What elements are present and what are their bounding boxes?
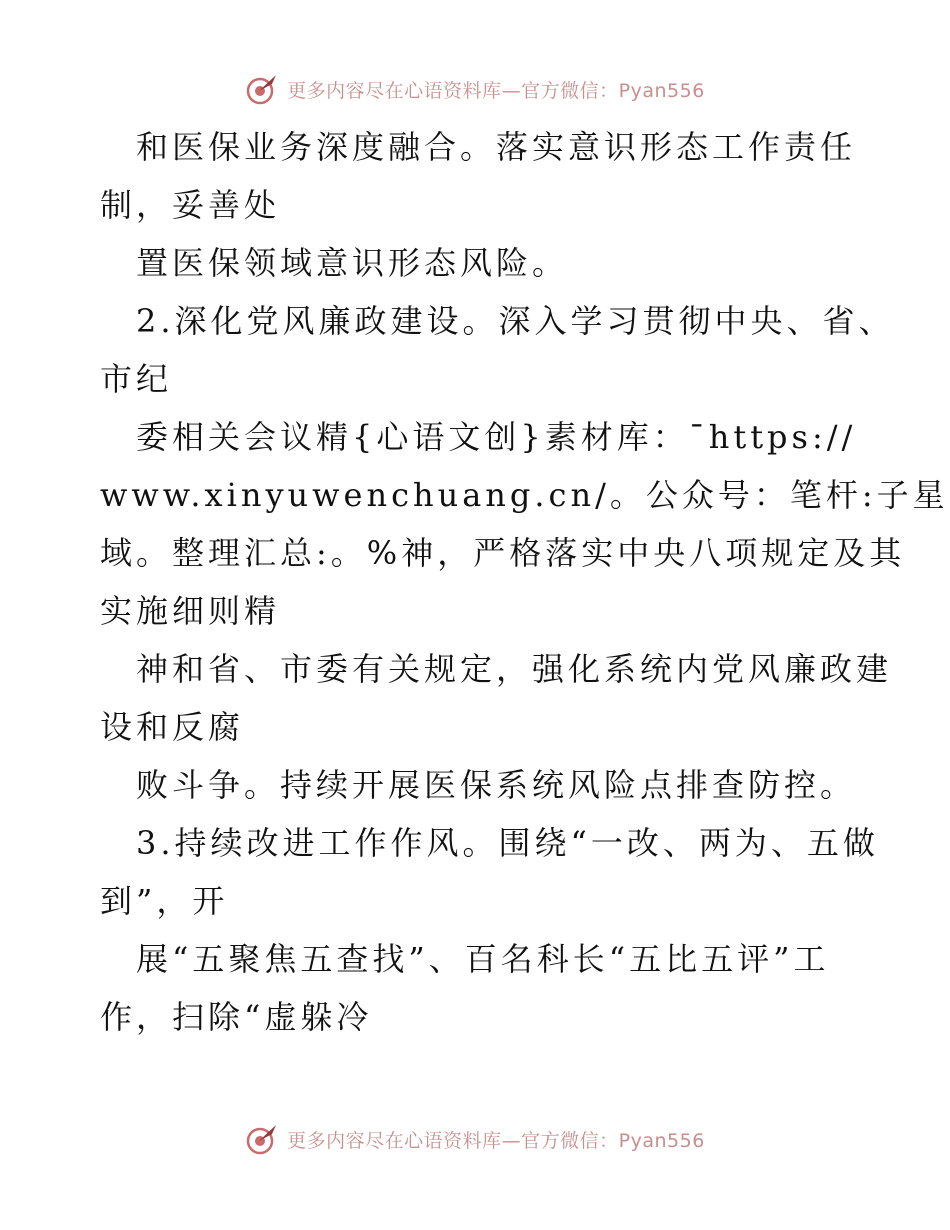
text-line: 到”，开: [100, 882, 229, 920]
text-line: 神和省、市委有关规定，强化系统内党风廉政建: [136, 650, 893, 688]
document-body: [100, 118, 949, 1046]
watermark-text: 更多内容尽在心语资料库—官方微信：Pyan556: [287, 1129, 705, 1152]
quill-pen-logo-icon: [245, 1122, 279, 1156]
text-line: 败斗争。持续开展医保系统风险点排查防控。: [136, 766, 857, 804]
quill-pen-logo-icon: [245, 72, 279, 106]
text-line: 实施细则精: [100, 592, 281, 630]
text-line: www.xinyuwenchuang.cn/。公众号：笔杆:子星: [100, 476, 949, 514]
text-line: 2.深化党风廉政建设。深入学习贯彻中央、省、: [136, 302, 895, 340]
text-line: 域。整理汇总:。%神，严格落实中央八项规定及其: [100, 534, 906, 572]
text-line: 制，妥善处: [100, 186, 281, 224]
text-line: 委相关会议精{心语文创}素材库：¯https://: [136, 418, 857, 456]
text-line: 置医保领域意识形态风险。: [136, 244, 569, 282]
text-line: 和医保业务深度融合。落实意识形态工作责任: [136, 128, 857, 166]
text-line: 3.持续改进工作作风。围绕“一改、两为、五做: [136, 824, 879, 862]
text-line: 展“五聚焦五查找”、百名科长“五比五评”工: [136, 940, 830, 978]
text-line: 设和反腐: [100, 708, 245, 746]
header-watermark: [0, 72, 950, 106]
text-line: 作，扫除“虚躲冷: [100, 998, 373, 1036]
watermark-text: 更多内容尽在心语资料库—官方微信：Pyan556: [287, 79, 705, 102]
text-line: 市纪: [100, 360, 173, 398]
footer-watermark: [0, 1122, 950, 1156]
